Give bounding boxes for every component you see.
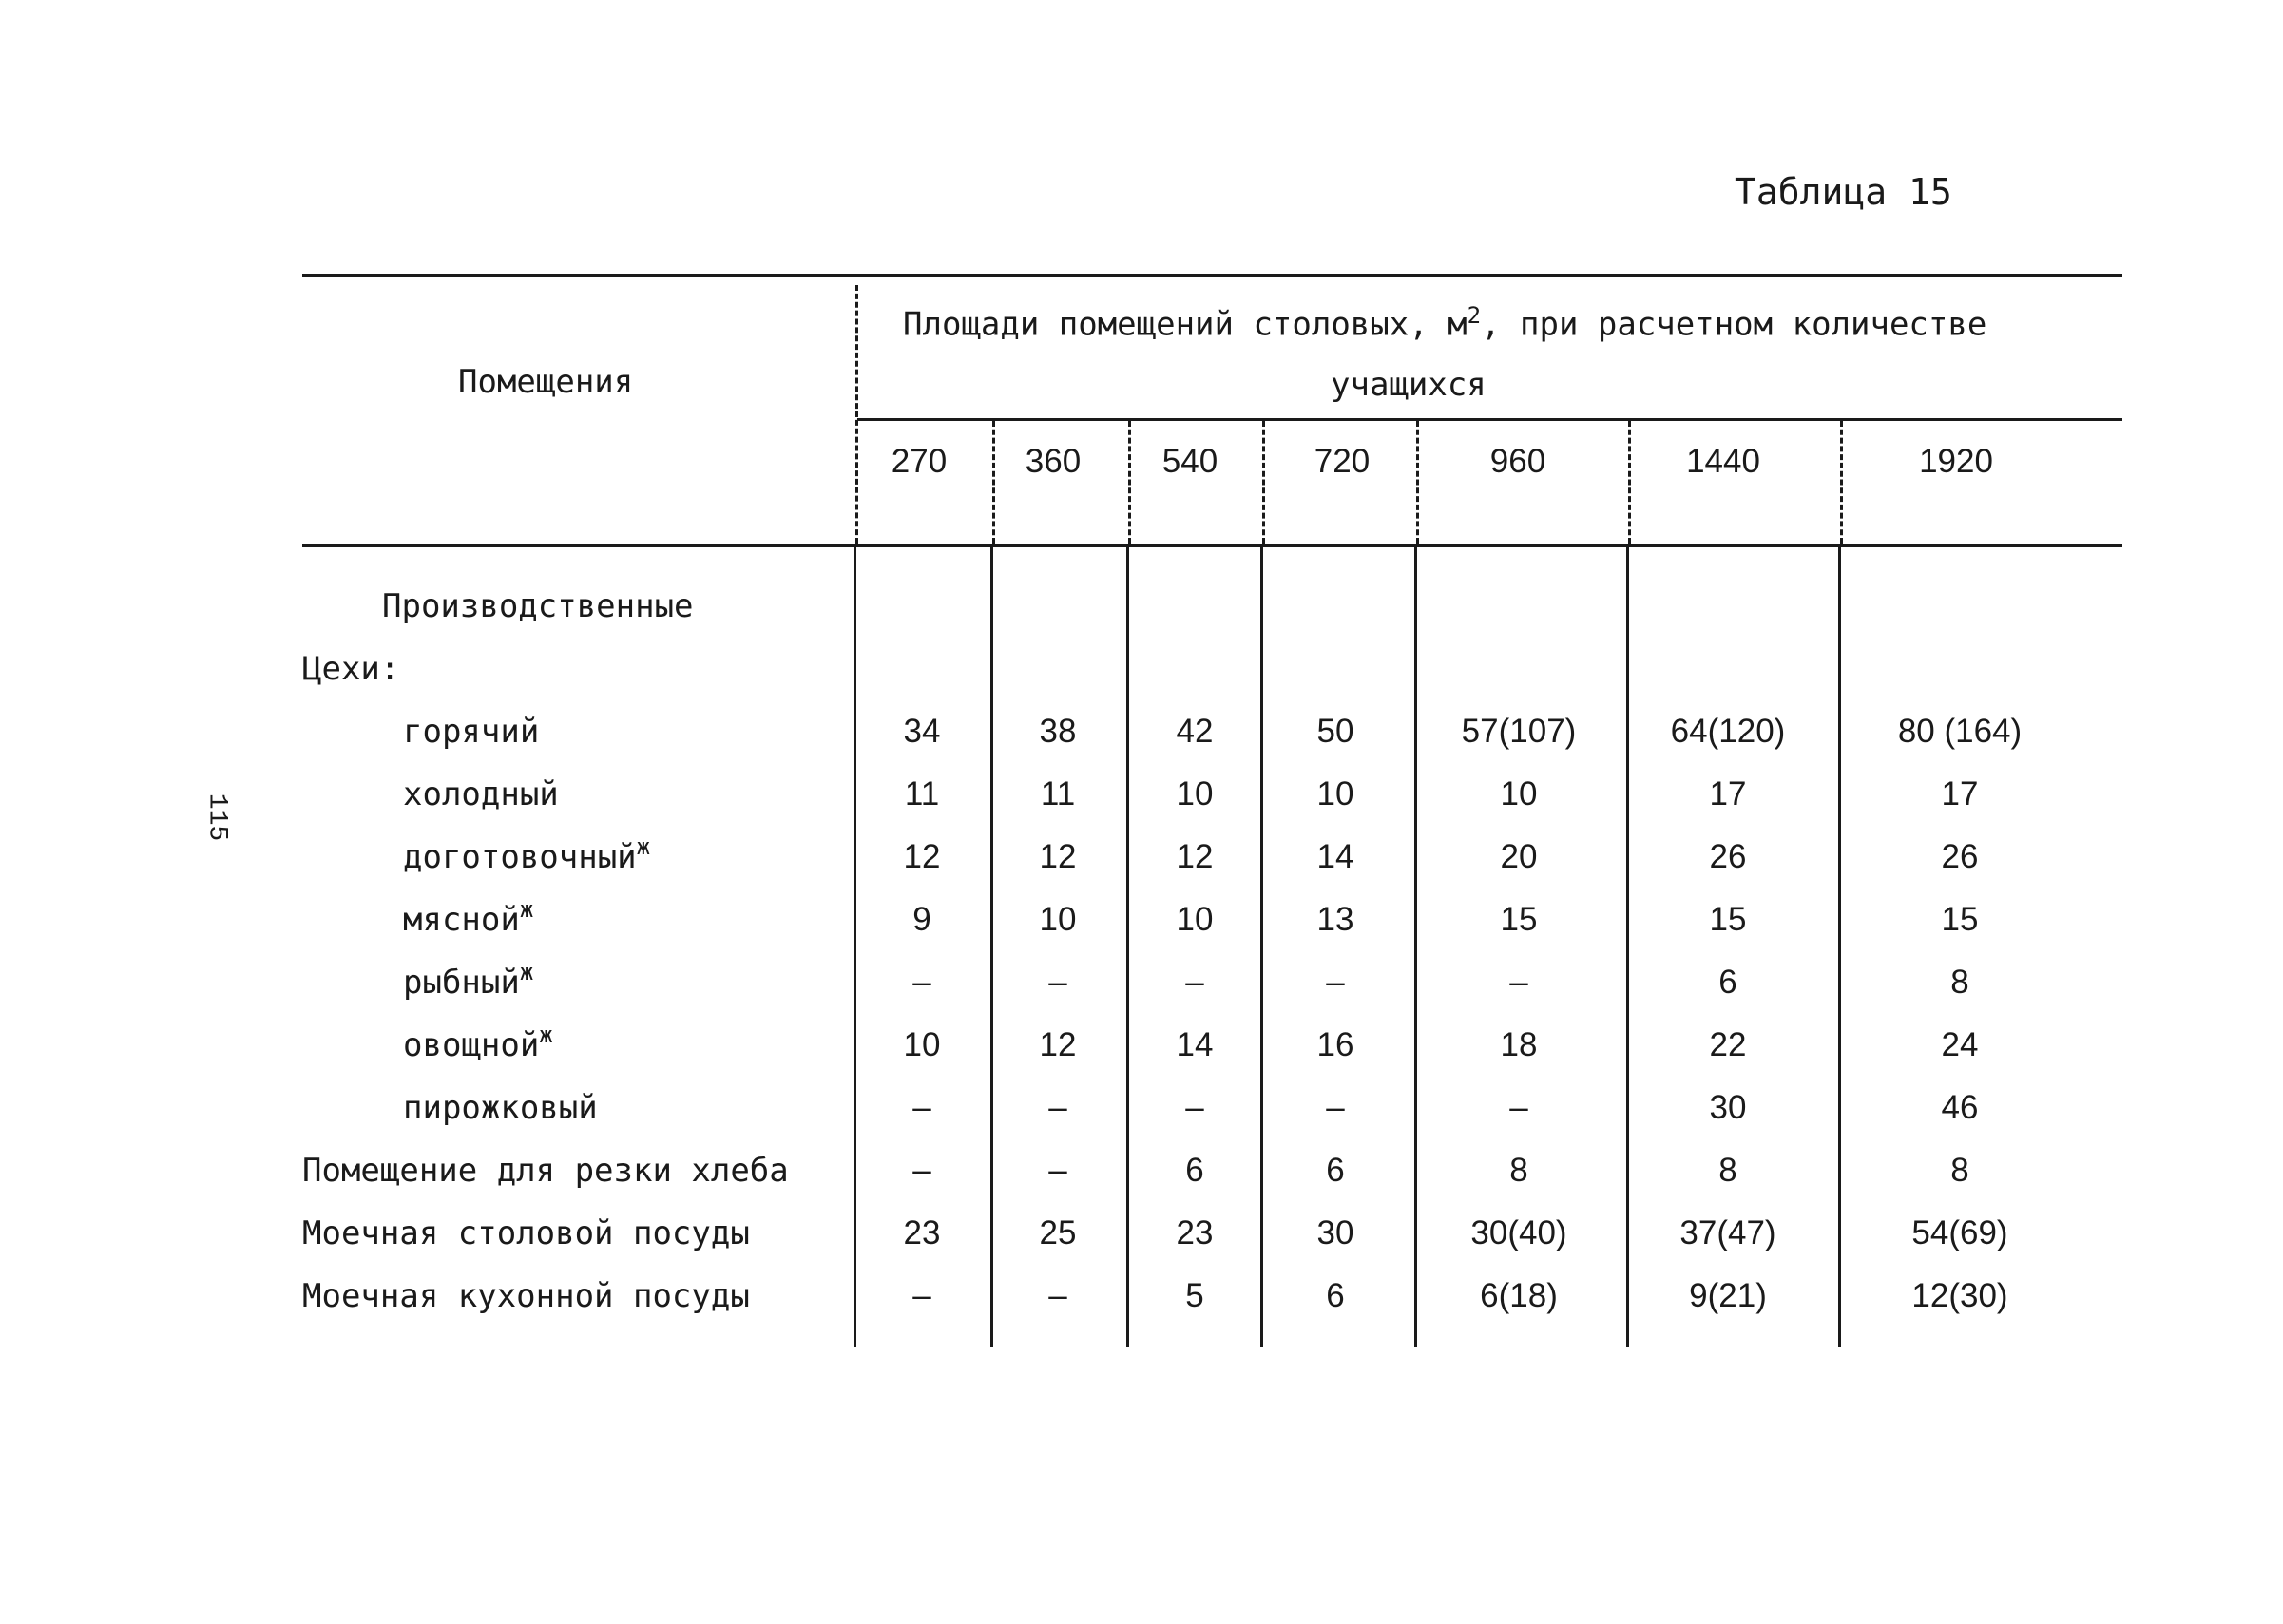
table-cell: 23 bbox=[1176, 1214, 1214, 1251]
row-label: холодный bbox=[403, 775, 559, 813]
column-header: 1440 bbox=[1686, 443, 1760, 480]
table-cell: 15 bbox=[1500, 901, 1538, 938]
table-cell: 6 bbox=[1185, 1152, 1204, 1189]
column-divider bbox=[854, 547, 856, 1347]
table-cell: 10 bbox=[1176, 901, 1214, 938]
column-header: 540 bbox=[1161, 443, 1218, 480]
column-divider bbox=[1628, 421, 1631, 544]
table-cell: – bbox=[912, 1089, 931, 1126]
row-label bbox=[403, 959, 534, 1002]
table-cell: – bbox=[1185, 964, 1204, 1001]
table-cell: 25 bbox=[1039, 1214, 1077, 1251]
table-cell: 8 bbox=[1950, 964, 1969, 1001]
column-header: 960 bbox=[1489, 443, 1546, 480]
table-cell: 64(120) bbox=[1670, 713, 1786, 750]
column-header: 360 bbox=[1025, 443, 1082, 480]
column-divider bbox=[1840, 421, 1843, 544]
row-label: Моечная столовой посуды bbox=[302, 1214, 750, 1252]
table-cell: 38 bbox=[1039, 713, 1077, 750]
page-number: 115 bbox=[201, 793, 232, 842]
table-cell: – bbox=[1048, 964, 1067, 1001]
table-cell: 8 bbox=[1718, 1152, 1737, 1189]
table-cell: 17 bbox=[1709, 775, 1747, 812]
top-rule bbox=[302, 274, 2122, 277]
footnote-mark: ж bbox=[519, 896, 534, 923]
row-label-text: мясной bbox=[403, 901, 520, 939]
table-cell: 10 bbox=[1500, 775, 1538, 812]
column-divider bbox=[1260, 547, 1263, 1347]
table-cell: 12 bbox=[1176, 838, 1214, 875]
table-cell: 13 bbox=[1316, 901, 1354, 938]
table-cell: 16 bbox=[1316, 1026, 1354, 1063]
table-cell: 12(30) bbox=[1911, 1277, 2008, 1314]
row-label: Моечная кухонной посуды bbox=[302, 1277, 750, 1315]
rooms-header: Помещения bbox=[458, 363, 634, 401]
table-cell: 10 bbox=[1176, 775, 1214, 812]
column-divider bbox=[1262, 421, 1265, 544]
footnote-mark: ж bbox=[519, 959, 534, 985]
table-cell: 50 bbox=[1316, 713, 1354, 750]
footnote-mark: ж bbox=[636, 833, 651, 860]
table-cell: 10 bbox=[1039, 901, 1077, 938]
table-cell: – bbox=[1326, 964, 1345, 1001]
table-cell: 6(18) bbox=[1480, 1277, 1558, 1314]
column-divider bbox=[992, 421, 995, 544]
row-label bbox=[403, 833, 651, 876]
table-cell: 14 bbox=[1316, 838, 1354, 875]
table-cell: 6 bbox=[1326, 1152, 1345, 1189]
column-header: 270 bbox=[891, 443, 948, 480]
column-divider bbox=[1126, 547, 1129, 1347]
table-cell: 10 bbox=[1316, 775, 1354, 812]
table-cell: 30(40) bbox=[1470, 1214, 1567, 1251]
table-cell: 80 (164) bbox=[1897, 713, 2023, 750]
table-cell: 20 bbox=[1500, 838, 1538, 875]
table-cell: 42 bbox=[1176, 713, 1214, 750]
table-cell: 17 bbox=[1941, 775, 1979, 812]
footnote-mark: ж bbox=[539, 1022, 553, 1048]
row-label: Помещение для резки хлеба bbox=[302, 1152, 789, 1190]
table-cell: 30 bbox=[1709, 1089, 1747, 1126]
row-label-text: овощной bbox=[403, 1026, 540, 1064]
table-cell: 54(69) bbox=[1911, 1214, 2008, 1251]
header-divider bbox=[855, 285, 858, 544]
row-label: горячий bbox=[403, 713, 540, 751]
table-cell: 12 bbox=[1039, 1026, 1077, 1063]
row-label bbox=[403, 896, 534, 939]
table-cell: – bbox=[1048, 1277, 1067, 1314]
header-bottom-rule bbox=[302, 544, 2122, 547]
area-caption-post: , при расчетном количестве bbox=[1481, 305, 1987, 344]
table-cell: 9(21) bbox=[1689, 1277, 1767, 1314]
table-title: Таблица 15 bbox=[1735, 171, 1952, 213]
table-cell: 14 bbox=[1176, 1026, 1214, 1063]
row-label: Производственные bbox=[382, 587, 694, 625]
sub-header-rule bbox=[857, 418, 2122, 421]
table-cell: – bbox=[1509, 1089, 1528, 1126]
column-divider bbox=[1416, 421, 1419, 544]
row-label-text: доготовочный bbox=[403, 838, 637, 876]
table-cell: 15 bbox=[1709, 901, 1747, 938]
table-cell: – bbox=[1326, 1089, 1345, 1126]
table-cell: 23 bbox=[903, 1214, 941, 1251]
table-cell: 37(47) bbox=[1679, 1214, 1776, 1251]
table-cell: 10 bbox=[903, 1026, 941, 1063]
table-cell: 22 bbox=[1709, 1026, 1747, 1063]
table-cell: – bbox=[912, 1277, 931, 1314]
table-cell: 12 bbox=[1039, 838, 1077, 875]
table-cell: 6 bbox=[1718, 964, 1737, 1001]
column-header: 720 bbox=[1314, 443, 1371, 480]
table-cell: 8 bbox=[1509, 1152, 1528, 1189]
column-header: 1920 bbox=[1919, 443, 1993, 480]
table-cell: 57(107) bbox=[1461, 713, 1577, 750]
table-cell: 30 bbox=[1316, 1214, 1354, 1251]
table-cell: – bbox=[1048, 1089, 1067, 1126]
column-divider bbox=[1414, 547, 1417, 1347]
table-cell: 6 bbox=[1326, 1277, 1345, 1314]
column-divider bbox=[990, 547, 993, 1347]
table-cell: – bbox=[1048, 1152, 1067, 1189]
row-label: пирожковый bbox=[403, 1089, 598, 1127]
row-label-text: рыбный bbox=[403, 964, 520, 1002]
table-cell: – bbox=[912, 964, 931, 1001]
table-cell: 11 bbox=[1040, 775, 1076, 812]
table-cell: 26 bbox=[1941, 838, 1979, 875]
area-caption-line2: учащихся bbox=[1331, 366, 1487, 404]
area-caption-line1 bbox=[903, 302, 1986, 343]
table-cell: 46 bbox=[1941, 1089, 1979, 1126]
column-divider bbox=[1128, 421, 1131, 544]
table-cell: – bbox=[912, 1152, 931, 1189]
area-unit-exponent: 2 bbox=[1467, 302, 1482, 329]
row-label bbox=[403, 1022, 553, 1064]
table-cell: 9 bbox=[912, 901, 931, 938]
table-cell: 8 bbox=[1950, 1152, 1969, 1189]
table-cell: – bbox=[1185, 1089, 1204, 1126]
table-cell: 5 bbox=[1185, 1277, 1204, 1314]
table-cell: 24 bbox=[1941, 1026, 1979, 1063]
table-cell: 12 bbox=[903, 838, 941, 875]
column-divider bbox=[1838, 547, 1841, 1347]
table-cell: – bbox=[1509, 964, 1528, 1001]
area-caption-pre: Площади помещений столовых, м bbox=[903, 305, 1468, 344]
row-label: Цехи: bbox=[302, 650, 400, 688]
table-cell: 18 bbox=[1500, 1026, 1538, 1063]
table-cell: 34 bbox=[903, 713, 941, 750]
table-cell: 26 bbox=[1709, 838, 1747, 875]
table-cell: 15 bbox=[1941, 901, 1979, 938]
column-divider bbox=[1626, 547, 1629, 1347]
table-cell: 11 bbox=[904, 775, 940, 812]
